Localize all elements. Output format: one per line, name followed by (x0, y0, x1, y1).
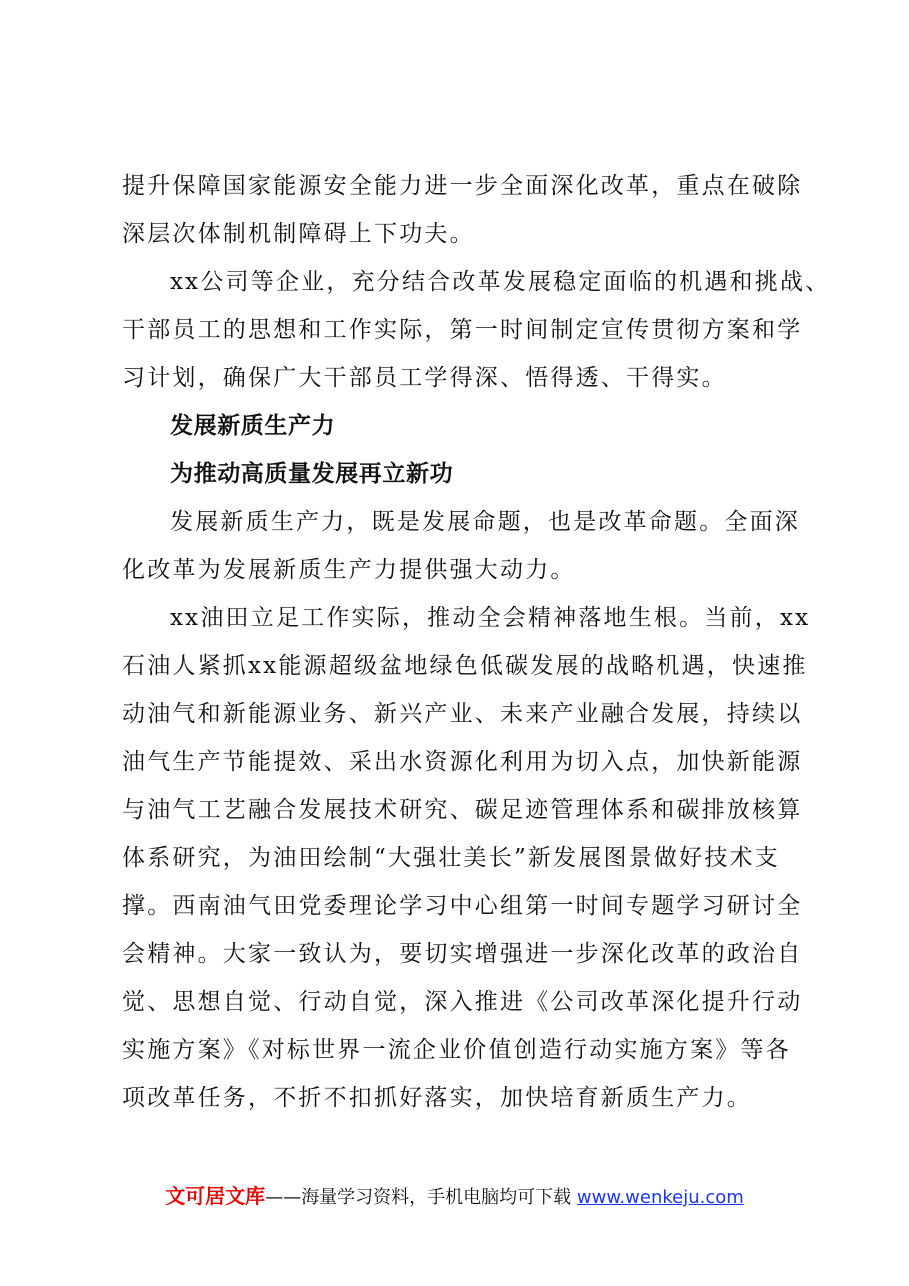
paragraph-line: 项改革任务，不折不扣抓好落实，加快培育新质生产力。 (122, 1085, 752, 1111)
paragraph-line: 会精神。大家一致认为，要切实增强进一步深化改革的政治自 (122, 941, 803, 967)
paragraph-line: 深层次体制机制障碍上下功夫。 (122, 221, 475, 247)
website-link[interactable]: www.wenkeju.com (576, 1187, 744, 1208)
footer-tagline: ——海量学习资料，手机电脑均可下载 (265, 1187, 572, 1208)
paragraph-line: xx公司等企业，充分结合改革发展稳定面临的机遇和挑战、 (170, 269, 831, 295)
paragraph-line: 撑。西南油气田党委理论学习中心组第一时间专题学习研讨全 (122, 893, 803, 919)
paragraph-line: 化改革为发展新质生产力提供强大动力。 (122, 557, 576, 583)
paragraph-line: 觉、思想自觉、行动自觉，深入推进《公司改革深化提升行动 (122, 989, 803, 1015)
document-body (122, 162, 831, 1122)
brand-name: 文可居文库 (165, 1184, 266, 1208)
paragraph-line: 发展新质生产力，既是发展命题，也是改革命题。全面深 (170, 509, 800, 535)
paragraph-line: xx油田立足工作实际，推动全会精神落地生根。当前，xx (170, 605, 811, 631)
page-footer (0, 1180, 909, 1209)
paragraph-line: 动油气和新能源业务、新兴产业、未来产业融合发展，持续以 (122, 701, 803, 727)
paragraph-line: 提升保障国家能源安全能力进一步全面深化改革，重点在破除 (122, 173, 803, 199)
section-heading: 发展新质生产力 (170, 413, 336, 439)
paragraph-line: 石油人紧抓xx能源超级盆地绿色低碳发展的战略机遇，快速推 (122, 653, 808, 679)
paragraph-line: 习计划，确保广大干部员工学得深、悟得透、干得实。 (122, 365, 727, 391)
section-heading: 为推动高质量发展再立新功 (170, 461, 454, 487)
paragraph-line: 与油气工艺融合发展技术研究、碳足迹管理体系和碳排放核算 (122, 797, 803, 823)
paragraph-line: 实施方案》《对标世界一流企业价值创造行动实施方案》等各 (122, 1037, 791, 1063)
paragraph-line: 油气生产节能提效、采出水资源化利用为切入点，加快新能源 (122, 749, 803, 775)
paragraph-line: 体系研究，为油田绘制“大强壮美长”新发展图景做好技术支 (122, 845, 780, 871)
paragraph-line: 干部员工的思想和工作实际，第一时间制定宣传贯彻方案和学 (122, 317, 803, 343)
